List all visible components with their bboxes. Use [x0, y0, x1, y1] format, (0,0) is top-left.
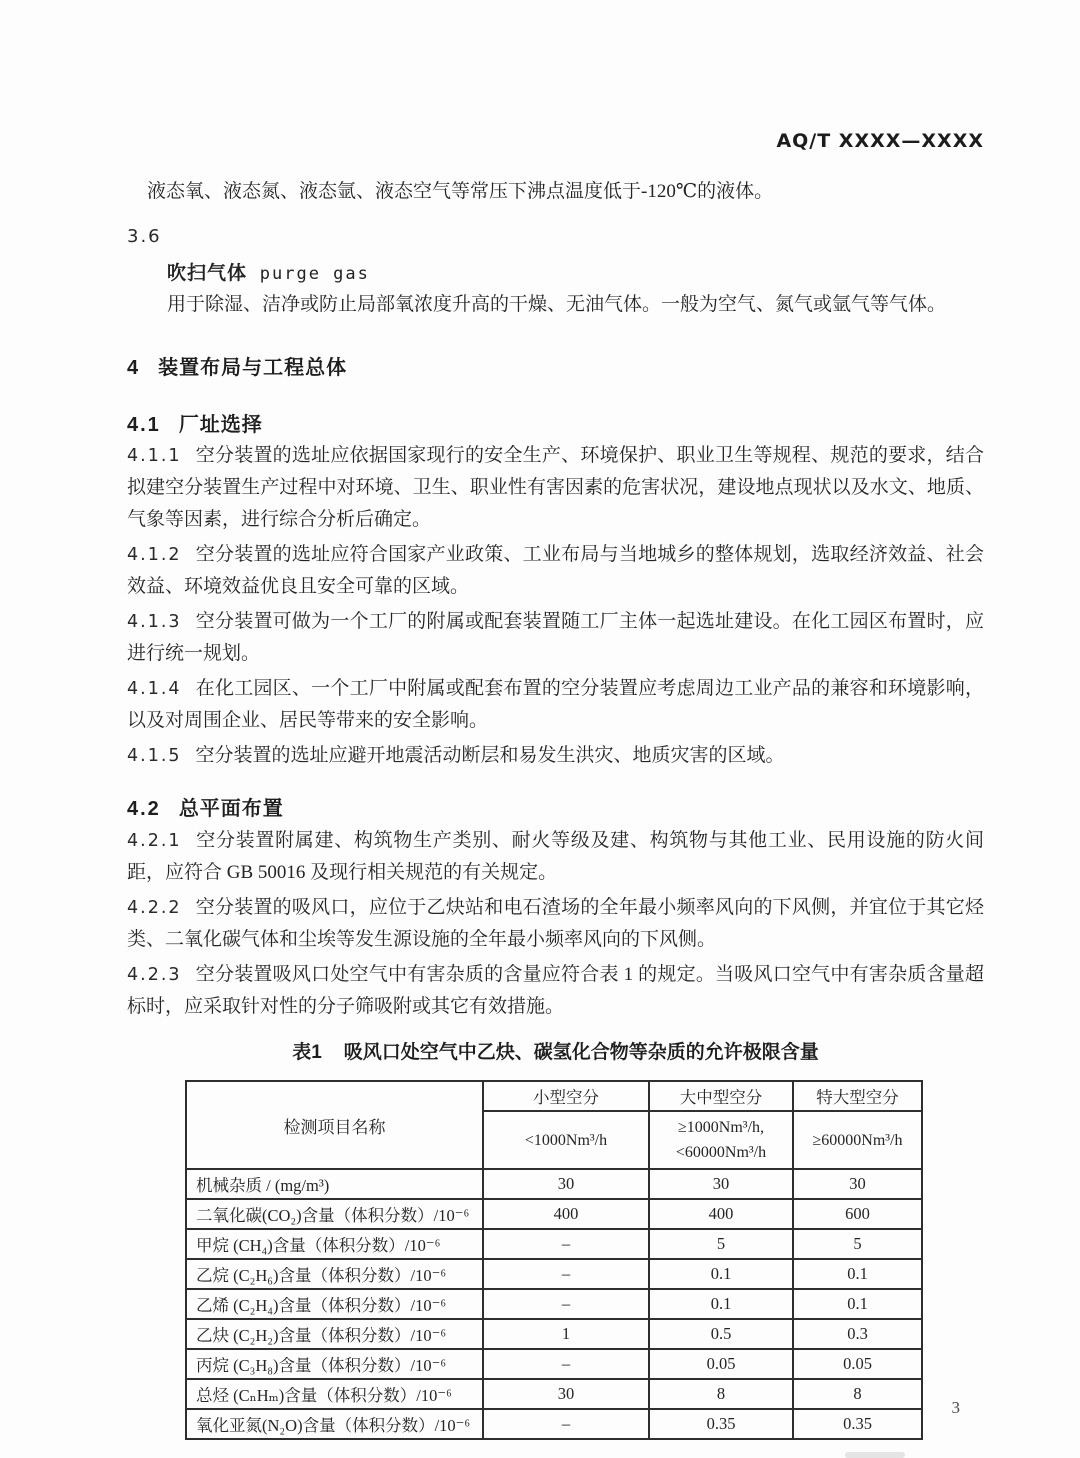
table1-header-small: 小型空分 — [483, 1081, 649, 1111]
table-row — [186, 1169, 922, 1199]
clause-4-1-3 — [127, 606, 984, 670]
table1-range-medium — [649, 1111, 793, 1169]
section-4-number: 4 — [127, 357, 141, 379]
doc-code: AQ/T XXXX—XXXX — [776, 130, 984, 152]
table-row — [186, 1289, 922, 1319]
clause-text: 空分装置的选址应避开地震活动断层和易发生洪灾、地质灾害的区域。 — [195, 745, 785, 766]
term-line — [167, 259, 984, 289]
clause-4-2-1 — [127, 825, 984, 889]
row-value-small: – — [483, 1259, 649, 1289]
clause-number: 4.1.4 — [127, 679, 182, 699]
row-value-xlarge: 30 — [793, 1169, 922, 1199]
row-value-small: – — [483, 1229, 649, 1259]
table1-title: 吸风口处空气中乙炔、碳氢化合物等杂质的允许极限含量 — [343, 1042, 819, 1063]
row-value-small: 1 — [483, 1319, 649, 1349]
range-line: <1000Nm³/h — [524, 1131, 608, 1149]
page-edge-artifact — [845, 1452, 905, 1458]
row-item-label: 丙烷 (C₃H₈)含量（体积分数）/10⁻⁶ — [186, 1349, 483, 1379]
row-value-medium: 0.05 — [649, 1349, 793, 1379]
clause-number: 4.2.1 — [127, 831, 182, 851]
table1-range-xlarge — [793, 1111, 922, 1169]
table1-air-impurity-limits — [185, 1080, 923, 1440]
clause-number: 4.2.3 — [127, 965, 182, 985]
clause-4-2-3 — [127, 959, 984, 1023]
row-item-label: 总烃 (CₙHₘ)含量（体积分数）/10⁻⁶ — [186, 1379, 483, 1409]
clause-text: 空分装置的选址应符合国家产业政策、工业布局与当地城乡的整体规划，选取经济效益、社会效益、环境效益优良且安全可靠的区域。 — [127, 544, 984, 597]
table-row — [186, 1409, 922, 1439]
clause-4-1-1 — [127, 440, 984, 536]
section-4-1-title: 厂址选择 — [178, 414, 263, 436]
section-4-2-number: 4.2 — [127, 798, 161, 820]
row-value-medium: 0.35 — [649, 1409, 793, 1439]
row-item-label: 二氧化碳(CO₂)含量（体积分数）/10⁻⁶ — [186, 1199, 483, 1229]
table1-range-small — [483, 1111, 649, 1169]
row-value-small: 400 — [483, 1199, 649, 1229]
row-value-xlarge: 0.35 — [793, 1409, 922, 1439]
section-4-1-number: 4.1 — [127, 414, 161, 436]
table1-header-medium: 大中型空分 — [649, 1081, 793, 1111]
table1-label: 表1 — [292, 1042, 322, 1063]
table1-header-row-groups — [186, 1081, 922, 1111]
clause-number: 4.2.2 — [127, 898, 182, 918]
row-value-medium: 400 — [649, 1199, 793, 1229]
table-row — [186, 1199, 922, 1229]
clause-4-2-2 — [127, 892, 984, 956]
row-value-medium: 0.1 — [649, 1289, 793, 1319]
row-item-label: 乙炔 (C₂H₂)含量（体积分数）/10⁻⁶ — [186, 1319, 483, 1349]
row-value-xlarge: 0.1 — [793, 1259, 922, 1289]
page-number: 3 — [951, 1398, 960, 1417]
row-value-small: – — [483, 1289, 649, 1319]
row-value-xlarge: 5 — [793, 1229, 922, 1259]
table-row — [186, 1319, 922, 1349]
range-line: ≥1000Nm³/h, — [677, 1119, 765, 1136]
row-value-small: 30 — [483, 1169, 649, 1199]
table1-header-item: 检测项目名称 — [186, 1081, 483, 1169]
row-value-medium: 0.5 — [649, 1319, 793, 1349]
row-value-medium: 5 — [649, 1229, 793, 1259]
row-item-label: 机械杂质 / (mg/m³) — [186, 1169, 483, 1199]
clause-text: 在化工园区、一个工厂中附属或配套布置的空分装置应考虑周边工业产品的兼容和环境影响，以及对周围企业、居民等带来的安全影响。 — [127, 678, 984, 731]
row-value-small: – — [483, 1349, 649, 1379]
section-4-2-title: 总平面布置 — [178, 798, 284, 820]
row-item-label: 乙烯 (C₂H₄)含量（体积分数）/10⁻⁶ — [186, 1289, 483, 1319]
row-value-xlarge: 0.05 — [793, 1349, 922, 1379]
clause-4-1-5 — [127, 740, 984, 772]
row-item-label: 甲烷 (CH₄)含量（体积分数）/10⁻⁶ — [186, 1229, 483, 1259]
clause-text: 空分装置附属建、构筑物生产类别、耐火等级及建、构筑物与其他工业、民用设施的防火间距，应符合 GB 50016 及现行相关规范的有关规定。 — [127, 830, 984, 883]
section-4-1-heading — [127, 408, 984, 437]
row-value-small: 30 — [483, 1379, 649, 1409]
term-chinese: 吹扫气体 — [167, 263, 248, 284]
term-block — [127, 259, 984, 321]
term-english: purge gas — [259, 264, 370, 284]
clause-number: 4.1.3 — [127, 612, 182, 632]
clause-text: 空分装置可做为一个工厂的附属或配套装置随工厂主体一起选址建设。在化工园区布置时，应进行统一规划。 — [127, 611, 984, 664]
clause-number: 4.1.2 — [127, 545, 182, 565]
table-row — [186, 1229, 922, 1259]
clause-4-1-4 — [127, 673, 984, 737]
table-row — [186, 1379, 922, 1409]
row-item-label: 乙烷 (C₂H₆)含量（体积分数）/10⁻⁶ — [186, 1259, 483, 1289]
row-value-xlarge: 0.3 — [793, 1319, 922, 1349]
clause-number: 4.1.1 — [127, 446, 182, 466]
term-definition: 用于除湿、洁净或防止局部氧浓度升高的干燥、无油气体。一般为空气、氮气或氩气等气体。 — [167, 294, 947, 315]
row-value-xlarge: 0.1 — [793, 1289, 922, 1319]
table-row — [186, 1259, 922, 1289]
clause-4-1-2 — [127, 539, 984, 603]
range-line: <60000Nm³/h — [675, 1144, 767, 1161]
table1-header-xlarge: 特大型空分 — [793, 1081, 922, 1111]
table-row — [186, 1349, 922, 1379]
section-4-title: 装置布局与工程总体 — [158, 357, 348, 379]
table1-caption — [127, 1037, 984, 1064]
clause-text: 空分装置的选址应依据国家现行的安全生产、环境保护、职业卫生等规程、规范的要求，结合拟建空分装置生产过程中对环境、卫生、职业性有害因素的危害状况，建设地点现状以及水文、地质、气象等因素，进行综合分析后确定。 — [127, 445, 984, 530]
row-value-small: – — [483, 1409, 649, 1439]
clause-number: 4.1.5 — [127, 746, 182, 766]
row-value-xlarge: 600 — [793, 1199, 922, 1229]
row-value-medium: 30 — [649, 1169, 793, 1199]
range-line: ≥60000Nm³/h — [812, 1131, 903, 1149]
clause-text: 空分装置吸风口处空气中有害杂质的含量应符合表 1 的规定。当吸风口空气中有害杂质含量超标时，应采取针对性的分子筛吸附或其它有效措施。 — [127, 964, 984, 1017]
row-item-label: 氧化亚氮(N₂O)含量（体积分数）/10⁻⁶ — [186, 1409, 483, 1439]
section-4-2-heading — [127, 792, 984, 821]
row-value-xlarge: 8 — [793, 1379, 922, 1409]
clause-number-3-6: 3.6 — [127, 226, 162, 247]
clause-text: 空分装置的吸风口，应位于乙炔站和电石渣场的全年最小频率风向的下风侧，并宜位于其它烃类、二氧化碳气体和尘埃等发生源设施的全年最小频率风向的下风侧。 — [127, 897, 984, 950]
section-4-heading — [127, 351, 984, 380]
row-value-medium: 8 — [649, 1379, 793, 1409]
clause-3-5-definition: 液态氧、液态氮、液态氩、液态空气等常压下沸点温度低于-120℃的液体。 — [147, 181, 774, 202]
row-value-medium: 0.1 — [649, 1259, 793, 1289]
